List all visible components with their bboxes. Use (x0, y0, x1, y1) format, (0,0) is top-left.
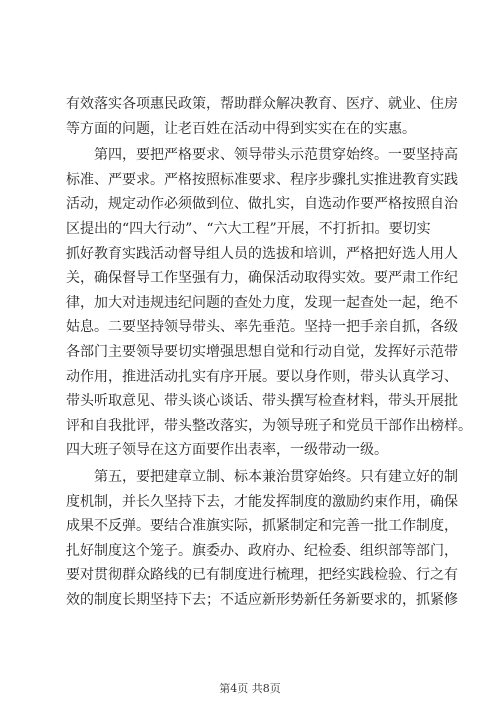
text-line: 律，加大对违规违纪问题的查处力度，发现一起查处一起，绝不 (66, 294, 458, 311)
text-line: 活动，规定动作必须做到位、做扎实，自选动作要严格按照自治 (66, 196, 458, 213)
text-line: 动作用，推进活动扎实有序开展。要以身作则，带头认真学习、 (66, 368, 458, 385)
text-line: 关，确保督导工作坚强有力，确保活动取得实效。要严肃工作纪 (66, 270, 458, 287)
page-number: 第4页 共8页 (219, 682, 281, 695)
paragraph (66, 143, 472, 463)
text-line: 带头听取意见、带头谈心谈话、带头撰写检查材料，带头开展批 (66, 393, 458, 410)
text-line: 标准、严要求。严格按照标准要求、程序步骤扎实推进教育实践 (66, 171, 458, 188)
text-line: 区提出的“四大行动”、“六大工程”开展，不打折扣。要切实 (66, 220, 431, 237)
text-line: 扎好制度这个笼子。旗委办、政府办、纪检委、组织部等部门， (66, 542, 458, 559)
text-line: 四大班子领导在这方面要作出表率，一级带动一级。 (66, 442, 388, 459)
text-line: 各部门主要领导要切实增强思想自觉和行动自觉，发挥好示范带 (66, 343, 458, 360)
text-line: 评和自我批评，带头整改落实，为领导班子和党员干部作出榜样。 (66, 417, 472, 434)
text-line: 第四，要把严格要求、领导带头示范贯穿始终。一要坚持高 (66, 147, 458, 164)
text-line: 抓好教育实践活动督导组人员的选拔和培训，严格把好选人用人 (66, 245, 458, 262)
text-line: 有效落实各项惠民政策，帮助群众解决教育、医疗、就业、住房 (66, 96, 458, 112)
paragraph (66, 92, 458, 141)
body-text (66, 92, 472, 612)
text-line: 等方面的问题，让老百姓在活动中得到实实在在的实惠。 (66, 120, 416, 137)
text-line: 成果不反弹。要结合准旗实际，抓紧制定和完善一批工作制度， (66, 518, 458, 535)
text-line: 姑息。二要坚持领导带头、率先垂范。坚持一把手亲自抓，各级 (66, 319, 458, 336)
text-line: 度机制，并长久坚持下去，才能发挥制度的激励约束作用，确保 (66, 493, 458, 510)
text-line: 效的制度长期坚持下去；不适应新形势新任务新要求的，抓紧修 (66, 591, 458, 608)
text-line: 第五，要把建章立制、标本兼治贯穿始终。只有建立好的制 (66, 468, 458, 485)
text-line: 要对贯彻群众路线的已有制度进行梳理，把经实践检验、行之有 (66, 567, 458, 584)
paragraph (66, 465, 458, 613)
